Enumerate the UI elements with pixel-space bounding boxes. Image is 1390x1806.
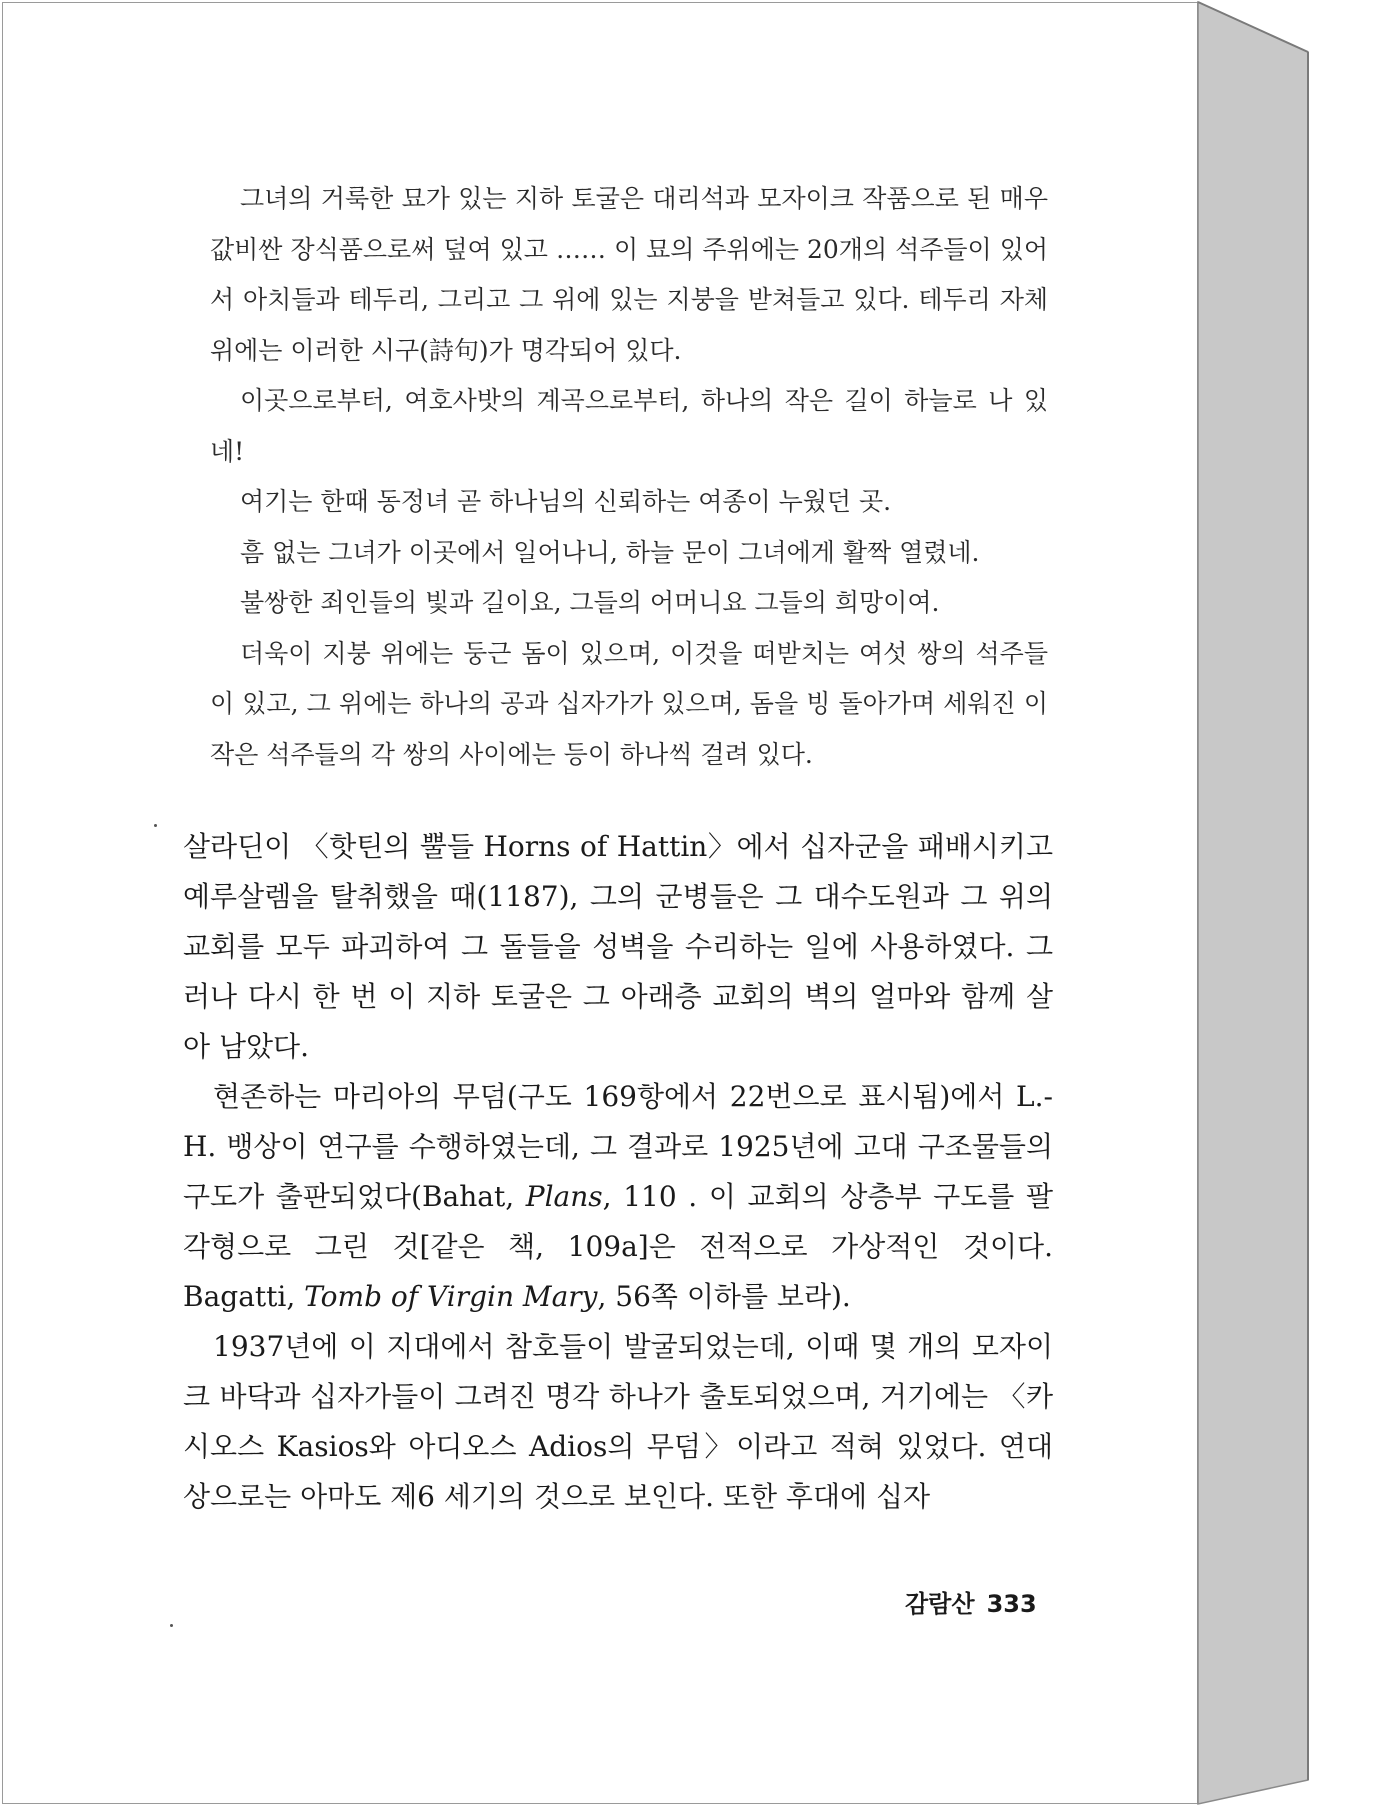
scan-speck [154, 824, 157, 827]
quote-paragraph-2: 이곳으로부터, 여호사밧의 계곡으로부터, 하나의 작은 길이 하늘로 나 있네! [210, 386, 1048, 466]
body-text [183, 822, 1053, 1522]
body-paragraph-2-part-1: 현존하는 마리아의 무덤(구도 169항에서 22번으로 표시됨)에서 L.-H. 뱅상이 연구를 수행하였는데, 그 결과로 1925년에 고대 구조물들의 구도가 출판되었다(Bahat, [183, 1080, 1053, 1213]
citation-italic-plans: Plans [525, 1180, 603, 1213]
scan-speck [170, 1624, 173, 1627]
running-title: 감람산 [905, 1590, 975, 1618]
page-number: 333 [986, 1590, 1037, 1618]
citation-italic-tomb: Tomb of Virgin Mary [304, 1280, 598, 1313]
quote-verse-3: 불쌍한 죄인들의 빛과 길이요, 그들의 어머니요 그들의 희망이여. [240, 588, 940, 617]
quote-paragraph-3: 더욱이 지붕 위에는 둥근 돔이 있으며, 이것을 떠받치는 여섯 쌍의 석주들이 있고, 그 위에는 하나의 공과 십자가가 있으며, 돔을 빙 돌아가며 세워진 이 작은 석주들의 각 쌍의 사이에는 등이 하나씩 걸려 있다. [210, 638, 1048, 769]
body-paragraph-1: 살라딘이 〈핫틴의 뿔들 Horns of Hattin〉에서 십자군을 패배시키고 예루살렘을 탈취했을 때(1187), 그의 군병들은 그 대수도원과 그 위의 교회를 모두 파괴하여 그 돌들을 성벽을 수리하는 일에 사용하였다. 그러나 다시 한 번 이 지하 토굴은 그 아래층 교회의 벽의 얼마와 함께 살아 남았다. [183, 830, 1053, 1063]
quote-verse-2: 흠 없는 그녀가 이곳에서 일어나니, 하늘 문이 그녀에게 활짝 열렸네. [240, 537, 980, 567]
quote-verse-1: 여기는 한때 동정녀 곧 하나님의 신뢰하는 여종이 누웠던 곳. [240, 487, 892, 516]
quote-paragraph-1: 그녀의 거룩한 묘가 있는 지하 토굴은 대리석과 모자이크 작품으로 된 매우 값비싼 장식품으로써 덮여 있고 …… 이 묘의 주위에는 20개의 석주들이 있어서 아치들과 테두리, 그리고 그 위에 있는 지붕을 받쳐들고 있다. 테두리 자체 위에는 이러한 시구(詩句)가 명각되어 있다. [210, 184, 1048, 365]
page-footer [905, 1584, 1037, 1619]
body-paragraph-2-part-2: , 110 . 이 교회의 상층부 구도를 팔각형으로 그린 것[같은 책, 109a]은 전적으로 가상적인 것이다. Bagatti, [183, 1180, 1053, 1313]
body-paragraph-2 [183, 1072, 1053, 1322]
body-paragraph-2-part-3: , 56쪽 이하를 보라). [597, 1280, 851, 1313]
block-quote [210, 174, 1048, 780]
body-paragraph-3: 1937년에 이 지대에서 참호들이 발굴되었는데, 이때 몇 개의 모자이크 바닥과 십자가들이 그려진 명각 하나가 출토되었으며, 거기에는 〈카시오스 Kasios와 아디오스 Adios의 무덤〉이라고 적혀 있었다. 연대 상으로는 아마도 제6 세기의 것으로 보인다. 또한 후대에 십자 [183, 1330, 1053, 1513]
